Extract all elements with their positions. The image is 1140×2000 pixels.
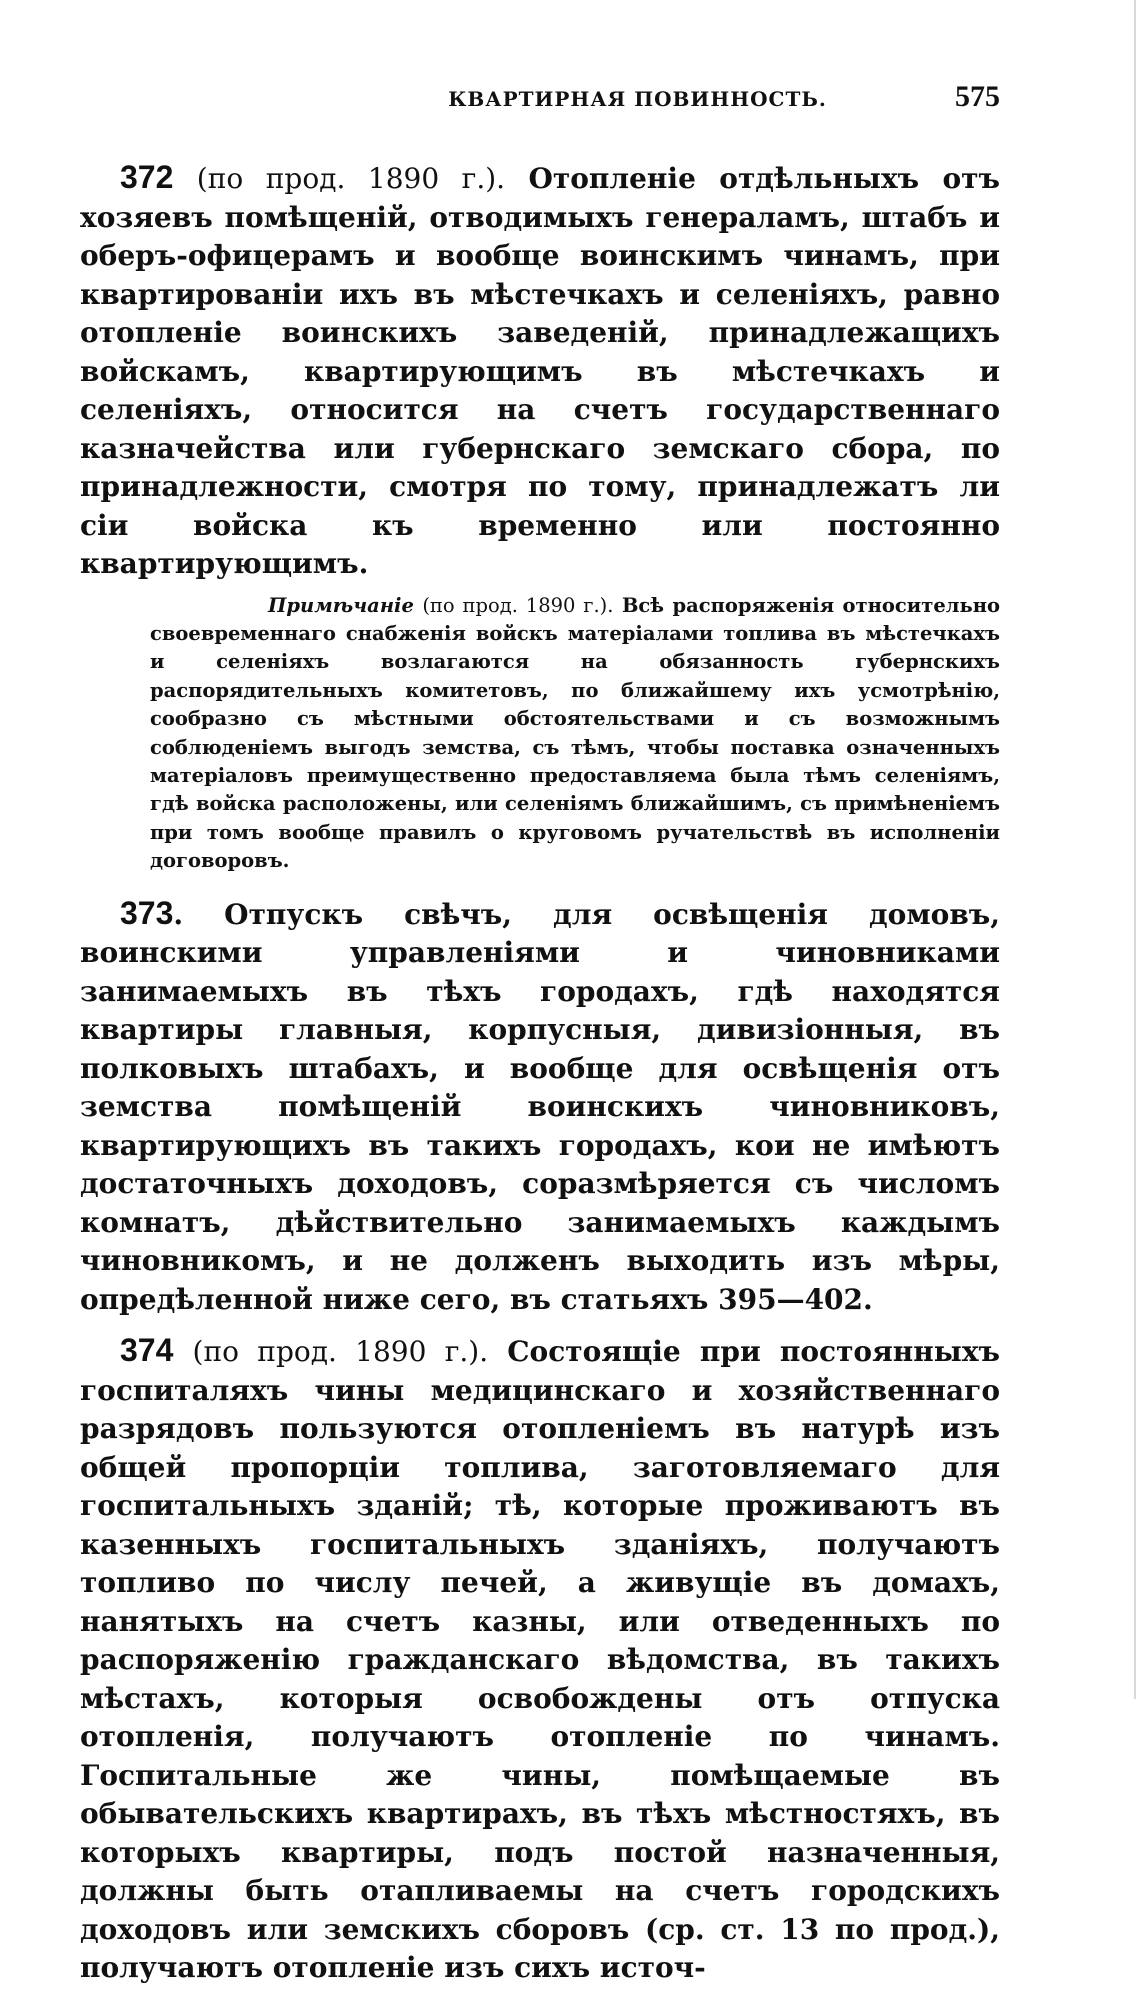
article-text: Отопленіе отдѣльныхъ отъ хозяевъ помѣщеній, отводимыхъ генераламъ, штабъ и оберъ-офицерамъ и вообще воинскимъ чинамъ, при квартированіи ихъ въ мѣстечкахъ и селеніяхъ, равно отопленіе воинскихъ заведеній, принадлежащихъ войскамъ, квартирующимъ въ мѣстечкахъ и селеніяхъ, относится на счетъ государственнаго казначейства или губернскаго земскаго сбора, по принадлежности, смотря по тому, принадлежатъ ли сіи войска къ временно или постоянно квартирующимъ. [80,162,1001,580]
running-header [80,80,1000,140]
article-373 [80,894,1000,1320]
note-meta: (по прод. 1890 г.). [422,593,614,617]
article-text: Отпускъ свѣчъ, для освѣщенія домовъ, воинскими управленіями и чиновниками занимаемыхъ въ тѣхъ городахъ, гдѣ находятся квартиры главныя, корпусныя, дивизіонныя, въ полковыхъ штабахъ, и вообще для освѣщенія отъ земства помѣщеній воинскихъ чиновниковъ, квартирующихъ въ такихъ городахъ, кои не имѣютъ достаточныхъ доходовъ, соразмѣряется съ числомъ комнатъ, дѣйствительно занимаемыхъ каждымъ чиновникомъ, и не долженъ выходить изъ мѣры, опредѣленной ниже сего, въ статьяхъ 395—402. [80,897,1000,1316]
article-number: 374 [120,1332,174,1369]
note-text: Всѣ распоряженія относительно своевременнаго снабженія войскъ матеріалами топлива въ мѣстечкахъ и селеніяхъ возлагаются на обязанность губернскихъ распорядительныхъ комитетовъ, по ближайшему ихъ усмотрѣнію, сообразно съ мѣстными обстоятельствами и съ возможнымъ соблюденіемъ выгодъ земства, съ тѣмъ, чтобы поставка означенныхъ матеріаловъ преимущественно предоставляема была тѣмъ селеніямъ, гдѣ войска расположены, или селеніямъ ближайшимъ, съ примѣненіемъ при томъ вообще правилъ о круговомъ ручательствѣ въ исполненіи договоровъ. [150,593,1001,873]
note-label: Примѣчаніе [268,593,414,617]
running-title: КВАРТИРНАЯ ПОВИННОСТЬ. [448,87,827,111]
article-372 [80,158,1000,584]
article-meta: (по прод. 1890 г.). [196,162,506,195]
article-number-dot: . [173,897,184,931]
note-372 [150,592,1000,876]
article-number: 372 [120,159,174,195]
article-meta: (по прод. 1890 г.). [192,1335,489,1369]
page-number: 575 [955,80,1000,113]
scan-edge-shadow [1134,0,1136,1699]
article-text: Состоящіе при постоянныхъ госпиталяхъ чины медицинскаго и хозяйственнаго разрядовъ пользуются отопленіемъ въ натурѣ изъ общей пропорціи топлива, заготовляемаго для госпитальныхъ зданій; тѣ, которые проживаютъ въ казенныхъ госпитальныхъ зданіяхъ, получаютъ топливо по числу печей, а живущіе въ домахъ, нанятыхъ на счетъ казны, или отведенныхъ по распоряженію гражданскаго вѣдомства, въ такихъ мѣстахъ, которыя освобождены отъ отпуска отопленія, получаютъ отопленіе по чинамъ. Госпитальные же чины, помѣщаемые въ обывательскихъ квартирахъ, въ тѣхъ мѣстностяхъ, въ которыхъ квартиры, подъ постой назначенныя, должны быть отапливаемы на счетъ городскихъ доходовъ или земскихъ сборовъ (ср. ст. 13 по прод.), получаютъ отопленіе изъ сихъ источ- [80,1335,1001,1985]
document-page [80,80,1000,2000]
article-number: 373 [120,894,174,931]
article-374 [80,1331,1000,1988]
